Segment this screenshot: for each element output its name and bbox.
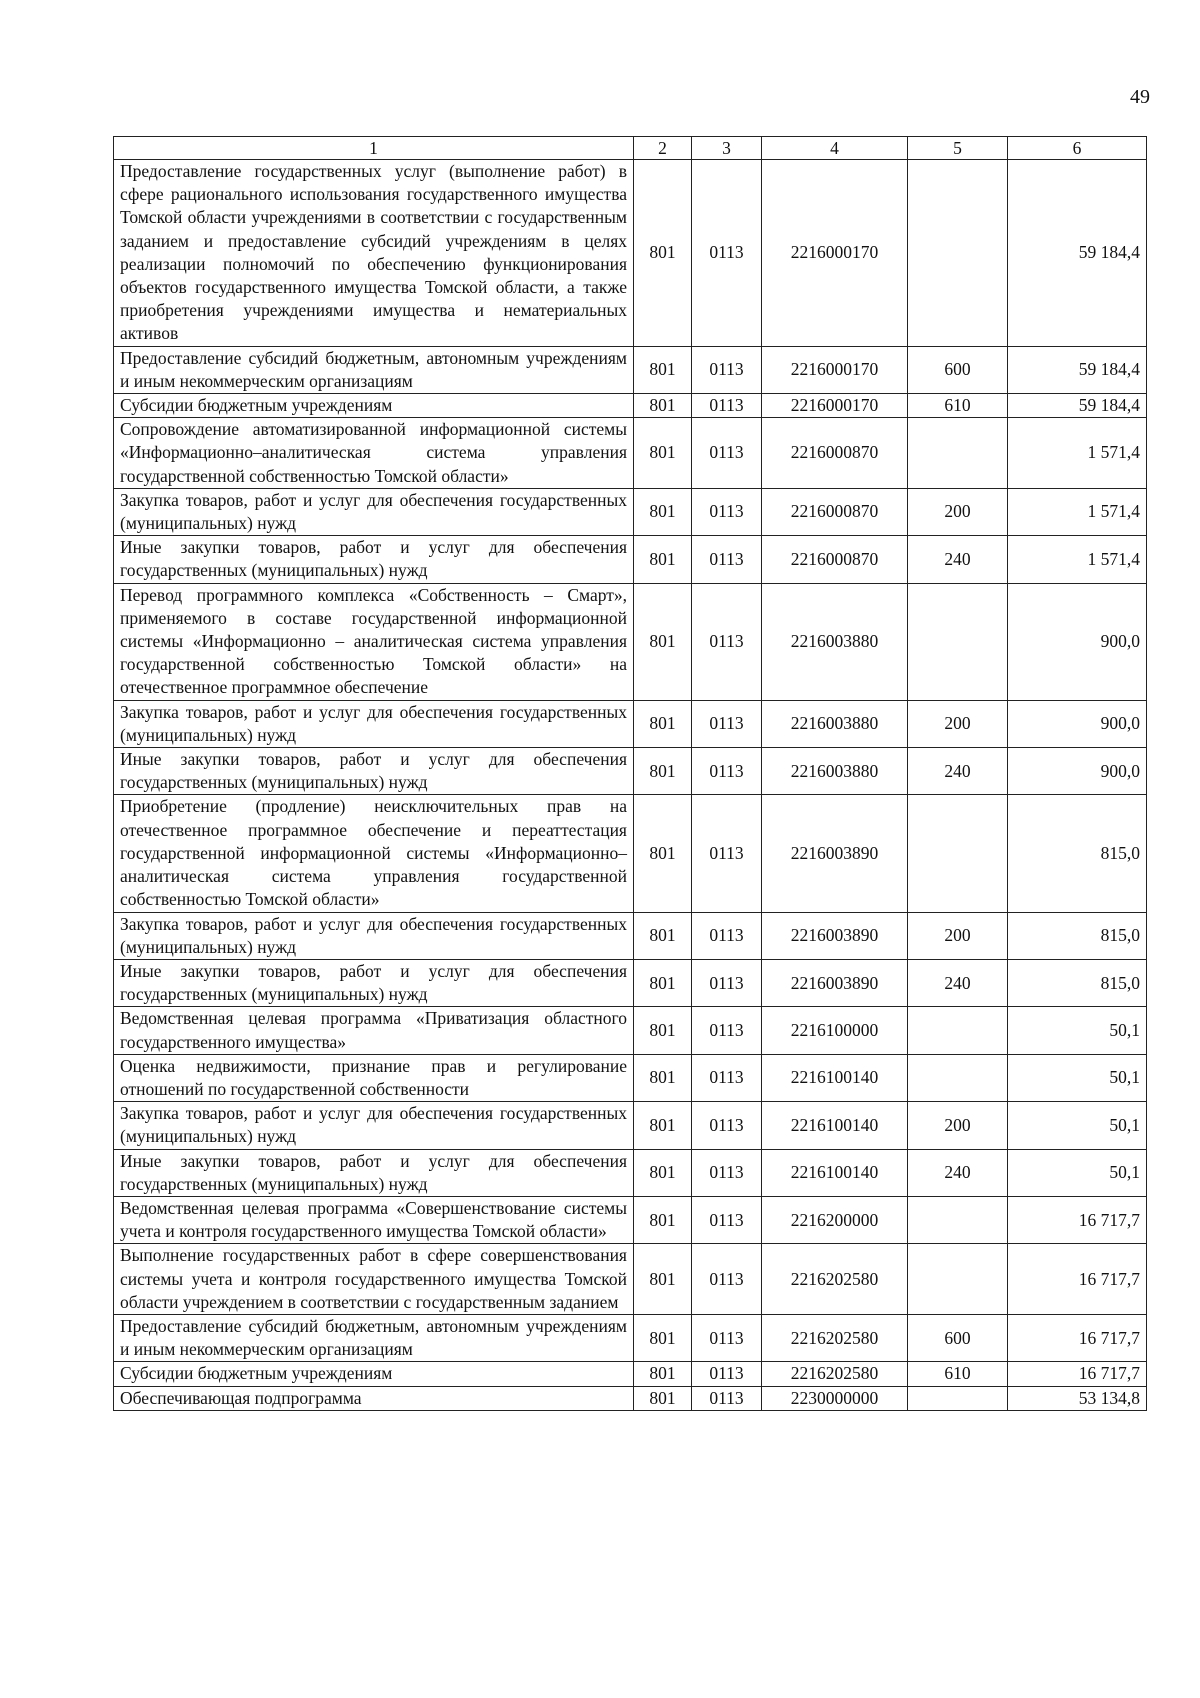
row-ministry-code: 801 [634, 1244, 692, 1315]
row-ministry-code: 801 [634, 1102, 692, 1149]
row-target-code: 2216000870 [762, 536, 908, 583]
row-expense-type [908, 1244, 1008, 1315]
row-ministry-code: 801 [634, 700, 692, 747]
row-name: Закупка товаров, работ и услуг для обеспечения государственных (муниципальных) нужд [114, 1102, 634, 1149]
row-target-code: 2216003880 [762, 700, 908, 747]
table-row [114, 1362, 1147, 1386]
row-ministry-code: 801 [634, 488, 692, 535]
table-row [114, 700, 1147, 747]
row-name: Иные закупки товаров, работ и услуг для обеспечения государственных (муниципальных) нужд [114, 1149, 634, 1196]
page-number: 49 [1130, 86, 1150, 108]
row-target-code: 2216003890 [762, 959, 908, 1006]
row-amount: 16 717,7 [1008, 1196, 1147, 1243]
header-cell-4: 4 [762, 137, 908, 160]
row-expense-type: 600 [908, 346, 1008, 393]
row-name: Предоставление государственных услуг (выполнение работ) в сфере рационального использования государственного имущества Томской области учреждениями в соответствии с государственным заданием и предоставление субсидий учреждениям в целях реализации полномочий по обеспечению функционирования объектов государственного имущества Томской области, а также приобретения учреждениями имущества и нематериальных активов [114, 160, 634, 347]
row-expense-type: 240 [908, 1149, 1008, 1196]
row-ministry-code: 801 [634, 1054, 692, 1101]
row-target-code: 2216000870 [762, 418, 908, 489]
row-name: Субсидии бюджетным учреждениям [114, 1362, 634, 1386]
row-ministry-code: 801 [634, 394, 692, 418]
table-row [114, 1054, 1147, 1101]
row-expense-type: 600 [908, 1314, 1008, 1361]
row-name: Предоставление субсидий бюджетным, автономным учреждениям и иным некоммерческим организациям [114, 1314, 634, 1361]
table-row [114, 1386, 1147, 1410]
row-ministry-code: 801 [634, 795, 692, 912]
row-target-code: 2216200000 [762, 1196, 908, 1243]
row-section-code: 0113 [692, 1244, 762, 1315]
row-name: Обеспечивающая подпрограмма [114, 1386, 634, 1410]
table-row [114, 583, 1147, 700]
row-name: Ведомственная целевая программа «Совершенствование системы учета и контроля государственного имущества Томской области» [114, 1196, 634, 1243]
row-name: Закупка товаров, работ и услуг для обеспечения государственных (муниципальных) нужд [114, 700, 634, 747]
row-target-code: 2216202580 [762, 1362, 908, 1386]
row-section-code: 0113 [692, 795, 762, 912]
row-name: Перевод программного комплекса «Собственность – Смарт», применяемого в составе государственной информационной системы «Информационно – аналитическая система управления государственной собственностью Томской области» на отечественное программное обеспечение [114, 583, 634, 700]
row-expense-type: 200 [908, 912, 1008, 959]
row-amount: 50,1 [1008, 1054, 1147, 1101]
row-ministry-code: 801 [634, 160, 692, 347]
row-amount: 1 571,4 [1008, 488, 1147, 535]
row-ministry-code: 801 [634, 418, 692, 489]
header-cell-5: 5 [908, 137, 1008, 160]
row-amount: 59 184,4 [1008, 394, 1147, 418]
row-expense-type: 200 [908, 488, 1008, 535]
row-section-code: 0113 [692, 748, 762, 795]
row-section-code: 0113 [692, 1386, 762, 1410]
header-cell-3: 3 [692, 137, 762, 160]
row-ministry-code: 801 [634, 1362, 692, 1386]
row-name: Иные закупки товаров, работ и услуг для обеспечения государственных (муниципальных) нужд [114, 959, 634, 1006]
row-ministry-code: 801 [634, 748, 692, 795]
row-expense-type [908, 1196, 1008, 1243]
row-ministry-code: 801 [634, 583, 692, 700]
row-expense-type: 240 [908, 536, 1008, 583]
row-target-code: 2216003880 [762, 583, 908, 700]
header-cell-2: 2 [634, 137, 692, 160]
row-amount: 50,1 [1008, 1149, 1147, 1196]
row-ministry-code: 801 [634, 1007, 692, 1054]
table-row [114, 1314, 1147, 1361]
row-expense-type: 610 [908, 394, 1008, 418]
row-ministry-code: 801 [634, 959, 692, 1006]
row-expense-type: 200 [908, 700, 1008, 747]
row-name: Субсидии бюджетным учреждениям [114, 394, 634, 418]
table-row [114, 1244, 1147, 1315]
row-name: Закупка товаров, работ и услуг для обеспечения государственных (муниципальных) нужд [114, 912, 634, 959]
row-expense-type [908, 795, 1008, 912]
row-section-code: 0113 [692, 1196, 762, 1243]
row-target-code: 2216003890 [762, 795, 908, 912]
row-expense-type [908, 160, 1008, 347]
row-target-code: 2216100000 [762, 1007, 908, 1054]
row-target-code: 2216100140 [762, 1102, 908, 1149]
row-target-code: 2216003890 [762, 912, 908, 959]
table-row [114, 346, 1147, 393]
row-section-code: 0113 [692, 1314, 762, 1361]
table-row [114, 418, 1147, 489]
row-name: Оценка недвижимости, признание прав и регулирование отношений по государственной собственности [114, 1054, 634, 1101]
table-row [114, 488, 1147, 535]
table-row [114, 795, 1147, 912]
row-section-code: 0113 [692, 1149, 762, 1196]
table-row [114, 1196, 1147, 1243]
row-section-code: 0113 [692, 912, 762, 959]
row-section-code: 0113 [692, 700, 762, 747]
row-amount: 16 717,7 [1008, 1314, 1147, 1361]
row-section-code: 0113 [692, 488, 762, 535]
row-section-code: 0113 [692, 346, 762, 393]
row-section-code: 0113 [692, 418, 762, 489]
row-expense-type: 610 [908, 1362, 1008, 1386]
row-name: Выполнение государственных работ в сфере совершенствования системы учета и контроля государственного имущества Томской области учреждением в соответствии с государственным заданием [114, 1244, 634, 1315]
row-section-code: 0113 [692, 160, 762, 347]
table-row [114, 536, 1147, 583]
row-target-code: 2216202580 [762, 1314, 908, 1361]
row-name: Ведомственная целевая программа «Приватизация областного государственного имущества» [114, 1007, 634, 1054]
row-name: Иные закупки товаров, работ и услуг для обеспечения государственных (муниципальных) нужд [114, 748, 634, 795]
row-expense-type [908, 583, 1008, 700]
row-amount: 1 571,4 [1008, 536, 1147, 583]
row-section-code: 0113 [692, 959, 762, 1006]
row-ministry-code: 801 [634, 536, 692, 583]
table-row [114, 394, 1147, 418]
table-body [114, 160, 1147, 1411]
row-amount: 50,1 [1008, 1007, 1147, 1054]
row-amount: 53 134,8 [1008, 1386, 1147, 1410]
row-section-code: 0113 [692, 583, 762, 700]
row-name: Иные закупки товаров, работ и услуг для обеспечения государственных (муниципальных) нужд [114, 536, 634, 583]
row-target-code: 2216000170 [762, 394, 908, 418]
row-expense-type: 240 [908, 959, 1008, 1006]
row-target-code: 2216000170 [762, 160, 908, 347]
row-name: Приобретение (продление) неисключительных прав на отечественное программное обеспечение и переаттестация государственной информационной системы «Информационно–аналитическая система управления государственной собственностью Томской области» [114, 795, 634, 912]
row-amount: 59 184,4 [1008, 160, 1147, 347]
table-row [114, 1007, 1147, 1054]
row-section-code: 0113 [692, 536, 762, 583]
row-expense-type [908, 1054, 1008, 1101]
row-amount: 16 717,7 [1008, 1244, 1147, 1315]
row-expense-type [908, 418, 1008, 489]
row-section-code: 0113 [692, 1102, 762, 1149]
row-expense-type [908, 1386, 1008, 1410]
row-amount: 16 717,7 [1008, 1362, 1147, 1386]
row-expense-type: 240 [908, 748, 1008, 795]
row-amount: 900,0 [1008, 748, 1147, 795]
row-target-code: 2216000870 [762, 488, 908, 535]
row-amount: 815,0 [1008, 795, 1147, 912]
row-target-code: 2216100140 [762, 1149, 908, 1196]
table-row [114, 1102, 1147, 1149]
header-cell-1: 1 [114, 137, 634, 160]
row-expense-type: 200 [908, 1102, 1008, 1149]
row-ministry-code: 801 [634, 1386, 692, 1410]
row-name: Предоставление субсидий бюджетным, автономным учреждениям и иным некоммерческим организациям [114, 346, 634, 393]
row-target-code: 2216100140 [762, 1054, 908, 1101]
row-target-code: 2230000000 [762, 1386, 908, 1410]
row-section-code: 0113 [692, 1007, 762, 1054]
row-name: Закупка товаров, работ и услуг для обеспечения государственных (муниципальных) нужд [114, 488, 634, 535]
row-ministry-code: 801 [634, 346, 692, 393]
table-row [114, 1149, 1147, 1196]
row-section-code: 0113 [692, 1362, 762, 1386]
row-target-code: 2216202580 [762, 1244, 908, 1315]
row-amount: 900,0 [1008, 700, 1147, 747]
table-row [114, 959, 1147, 1006]
row-amount: 815,0 [1008, 912, 1147, 959]
budget-table [113, 136, 1147, 1411]
row-target-code: 2216000170 [762, 346, 908, 393]
table-row [114, 160, 1147, 347]
row-name: Сопровождение автоматизированной информационной системы «Информационно–аналитическая система управления государственной собственностью Томской области» [114, 418, 634, 489]
row-amount: 900,0 [1008, 583, 1147, 700]
table-header-row [114, 137, 1147, 160]
row-ministry-code: 801 [634, 1149, 692, 1196]
row-ministry-code: 801 [634, 1314, 692, 1361]
row-amount: 50,1 [1008, 1102, 1147, 1149]
row-ministry-code: 801 [634, 1196, 692, 1243]
header-cell-6: 6 [1008, 137, 1147, 160]
row-section-code: 0113 [692, 394, 762, 418]
row-amount: 59 184,4 [1008, 346, 1147, 393]
table-row [114, 912, 1147, 959]
row-ministry-code: 801 [634, 912, 692, 959]
row-target-code: 2216003880 [762, 748, 908, 795]
row-section-code: 0113 [692, 1054, 762, 1101]
row-expense-type [908, 1007, 1008, 1054]
row-amount: 815,0 [1008, 959, 1147, 1006]
table-row [114, 748, 1147, 795]
row-amount: 1 571,4 [1008, 418, 1147, 489]
